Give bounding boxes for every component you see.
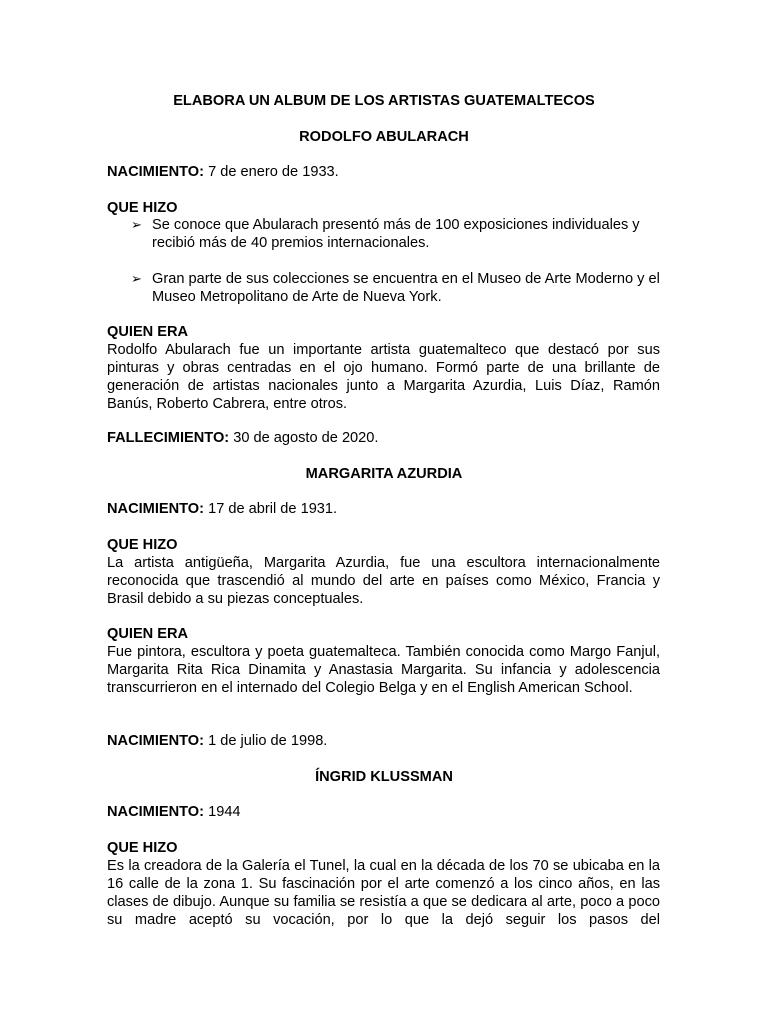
death-value: 30 de agosto de 2020. (229, 430, 379, 446)
list-item: Gran parte de sus colecciones se encuentra en el Museo de Arte Moderno y el Museo Metropolitano de Arte de Nueva York. (152, 271, 660, 305)
birth-label: NACIMIENTO: (107, 501, 205, 517)
birth-value: 7 de enero de 1933. (204, 164, 339, 180)
que-hizo-paragraph-klussman: Es la creadora de la Galería el Tunel, la cual en la década de los 70 se ubicaba en la 16 calle de la zona 1. Su fascinación por el arte comenzó a los cinco años, en las clases de dibujo. Aunque su familia se resistía a que se dedicara al arte, poco a poco su madre aceptó su vocación, por lo que la dejó seguir los pasos del (107, 858, 660, 928)
birth-value: 1944 (204, 804, 241, 820)
bullet-arrow-icon: ➢ (131, 217, 142, 232)
que-hizo-heading-abularach: QUE HIZO (107, 200, 178, 216)
que-hizo-heading-azurdia: QUE HIZO (107, 537, 178, 553)
birth-line-klussman (107, 803, 241, 821)
quien-era-heading-abularach: QUIEN ERA (107, 324, 189, 340)
que-hizo-heading-klussman: QUE HIZO (107, 840, 178, 856)
birth-line-azurdia (107, 500, 337, 518)
que-hizo-paragraph-azurdia: La artista antigüeña, Margarita Azurdia, fue una escultora internacionalmente reconocida que trascendió al mundo del arte en países como México, Francia y Brasil debido a su piezas conceptuales. (107, 555, 660, 607)
end-date-label: NACIMIENTO: (107, 733, 205, 749)
quien-era-paragraph-abularach: Rodolfo Abularach fue un importante artista guatemalteco que destacó por sus pinturas y obras centradas en el ojo humano. Formó parte de una brillante de generación de artistas nacionales junto a Margarita Azurdia, Luis Díaz, Ramón Banús, Roberto Cabrera, entre otros. (107, 342, 660, 412)
quien-era-paragraph-azurdia: Fue pintora, escultora y poeta guatemalteca. También conocida como Margo Fanjul, Margarita Rita Rica Dinamita y Anastasia Margarita. Su infancia y adolescencia transcurrieron en el internado del Colegio Belga y en el English American School. (107, 644, 660, 696)
artist-name-azurdia: MARGARITA AZURDIA (305, 466, 463, 482)
end-date-value: 1 de julio de 1998. (204, 733, 328, 749)
birth-value: 17 de abril de 1931. (204, 501, 338, 517)
list-item: Se conoce que Abularach presentó más de 100 exposiciones individuales y recibió más de 40 premios internacionales. (152, 217, 640, 251)
document-title: ELABORA UN ALBUM DE LOS ARTISTAS GUATEMALTECOS (173, 93, 595, 109)
quien-era-heading-azurdia: QUIEN ERA (107, 626, 189, 642)
artist-name-abularach: RODOLFO ABULARACH (299, 129, 469, 145)
bullet-arrow-icon: ➢ (131, 271, 142, 286)
birth-label: NACIMIENTO: (107, 164, 205, 180)
end-date-line-azurdia (107, 732, 327, 750)
death-label: FALLECIMIENTO: (107, 430, 230, 446)
birth-line-abularach (107, 163, 339, 181)
death-line-abularach (107, 429, 378, 447)
birth-label: NACIMIENTO: (107, 804, 205, 820)
artist-name-klussman: ÍNGRID KLUSSMAN (315, 769, 453, 785)
